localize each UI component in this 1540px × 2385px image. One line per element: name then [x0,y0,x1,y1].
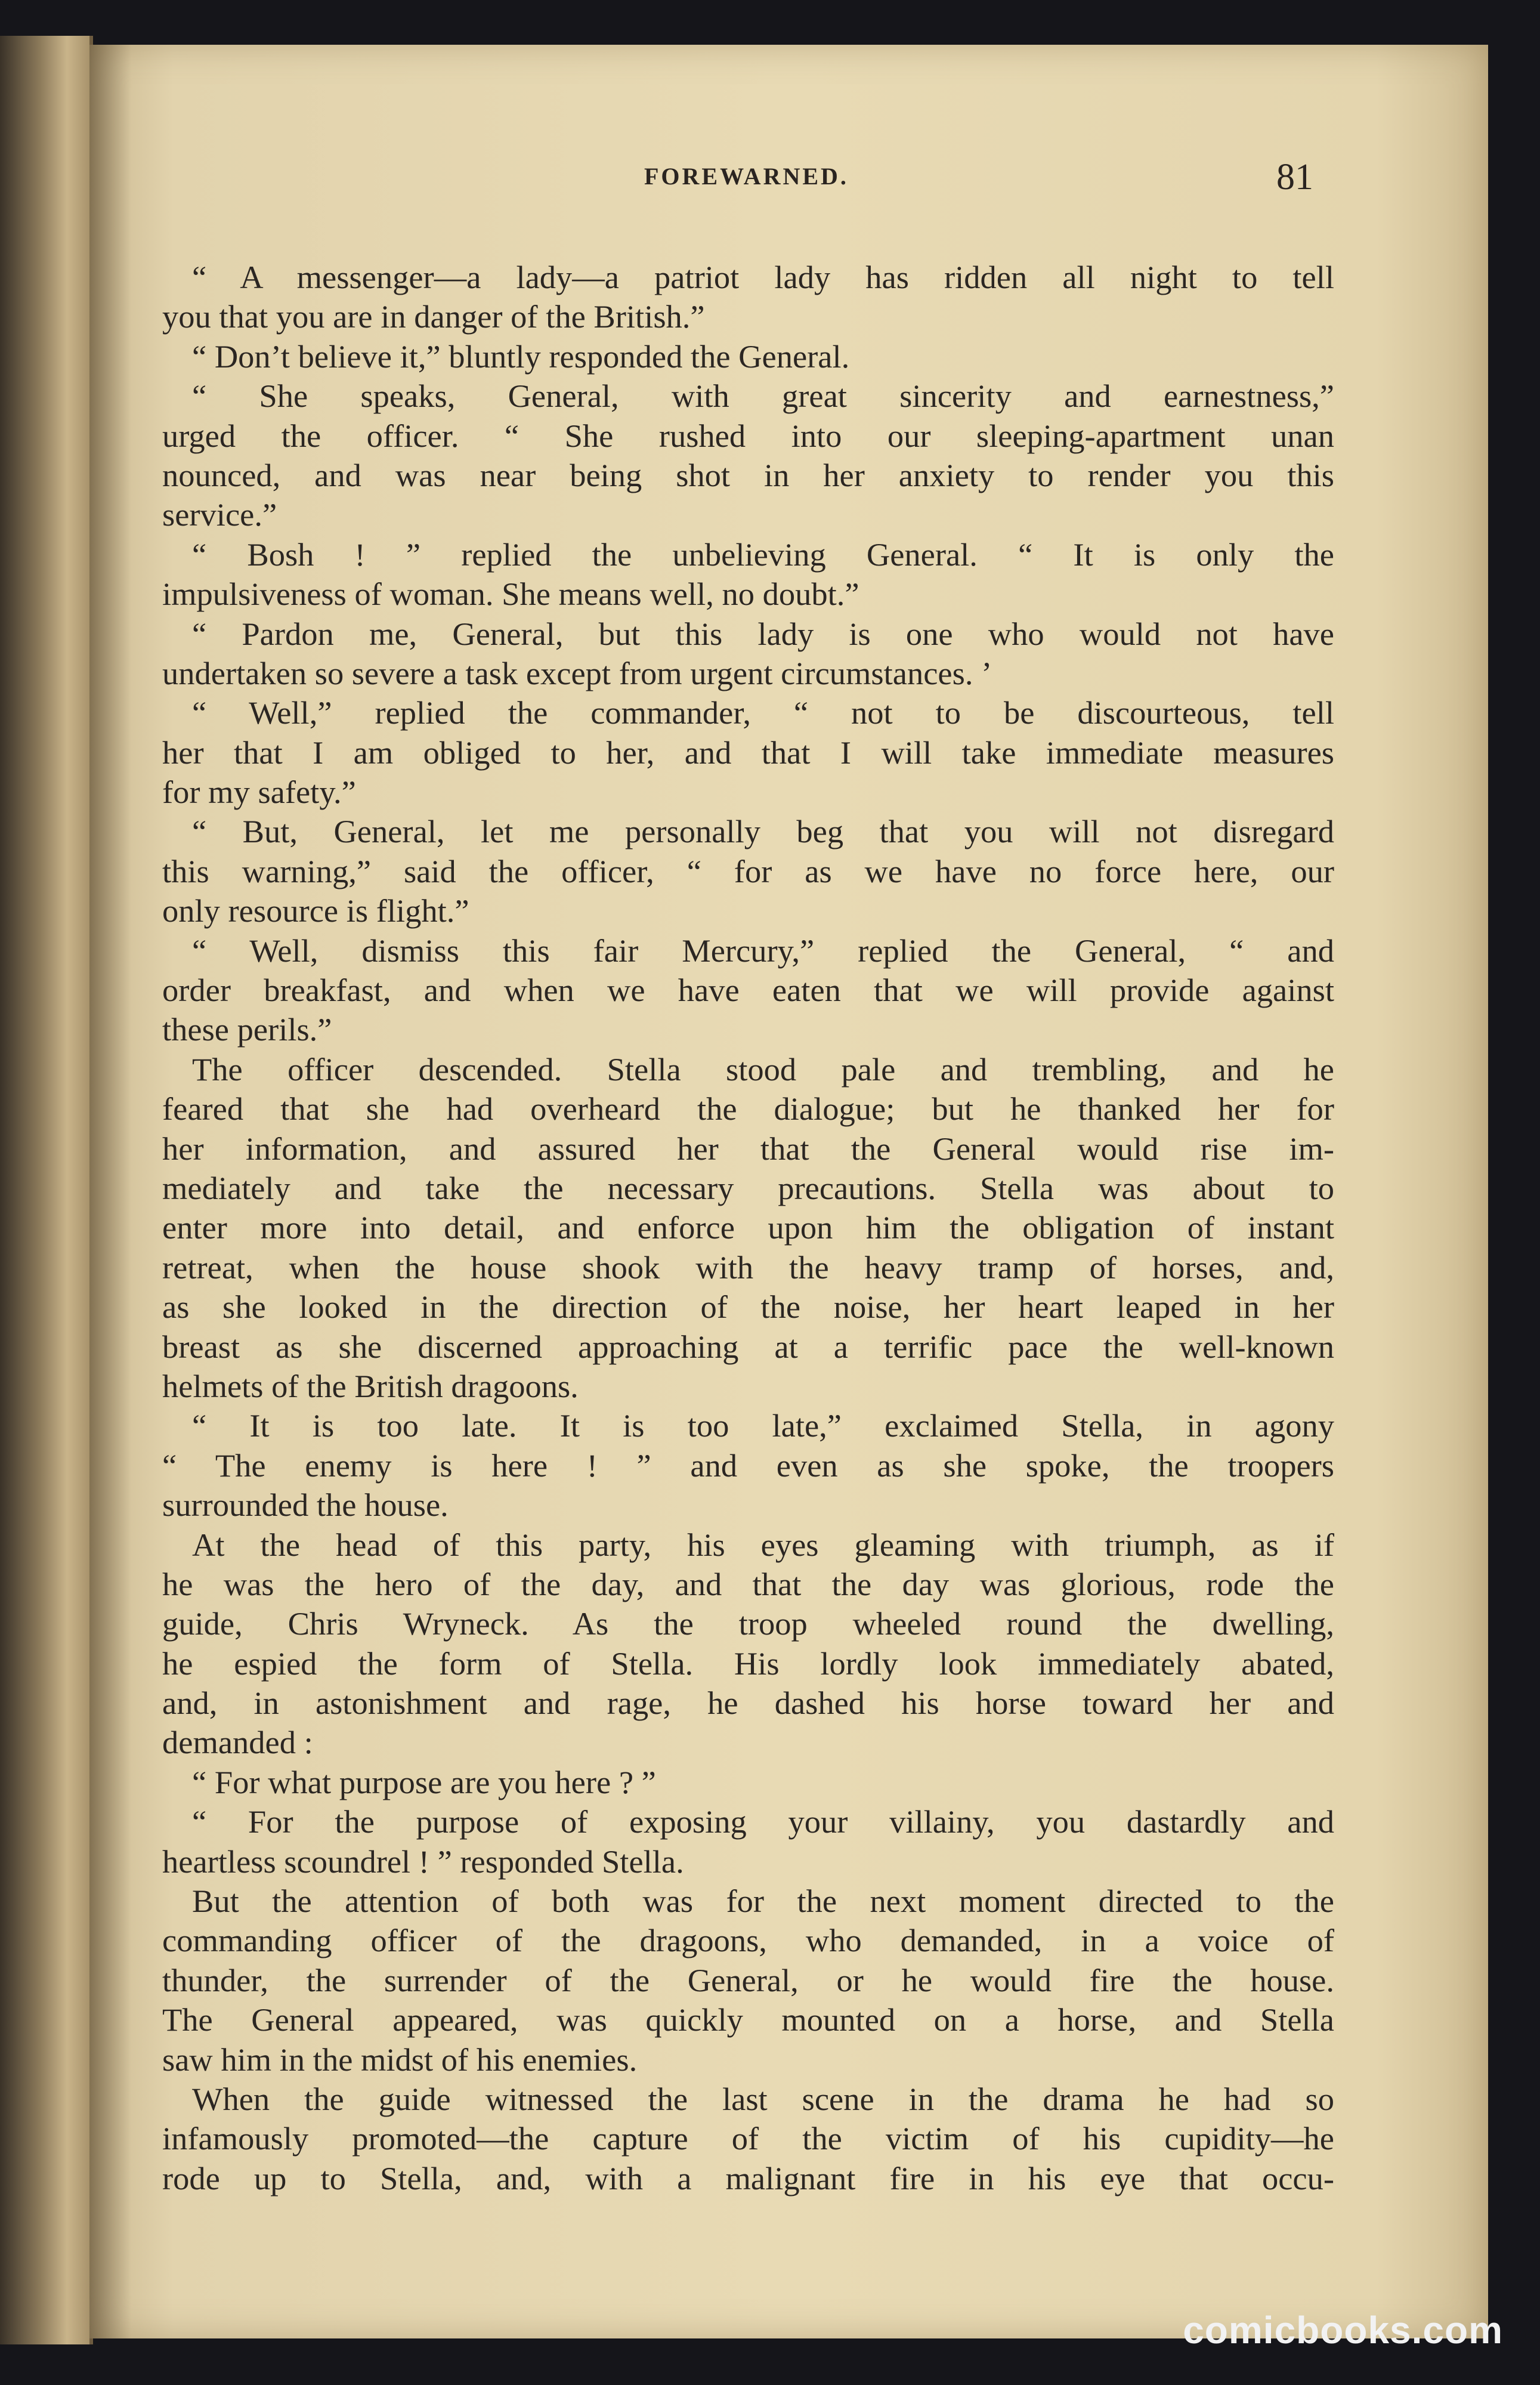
text-line: he was the hero of the day, and that the day was glorious, rode the [162,1565,1334,1602]
body-text [162,258,1334,2198]
text-line: At the head of this party, his eyes gleaming with triumph, as if [192,1526,1334,1563]
text-line: her that I am obliged to her, and that I will take immediate measures [162,734,1334,771]
text-line: undertaken so severe a task except from urgent circumstances. ’ [162,654,992,691]
text-line: her information, and assured her that the General would rise im- [162,1130,1334,1167]
text-line: breast as she discerned approaching at a terrific pace the well-known [162,1328,1334,1365]
text-line: “ For what purpose are you here ? ” [192,1763,656,1800]
text-line: for my safety.” [162,774,356,811]
gutter-shadow [89,45,131,2338]
text-line: saw him in the midst of his enemies. [162,2041,638,2078]
watermark: comicbooks.com [1183,2309,1503,2352]
text-line: guide, Chris Wryneck. As the troop wheeled round the dwelling, [162,1605,1334,1642]
text-line: “ Pardon me, General, but this lady is one who would not have [192,615,1334,652]
text-line: impulsiveness of woman. She means well, no doubt.” [162,576,859,613]
text-line: But the attention of both was for the next moment directed to the [192,1883,1334,1920]
page-number: 81 [1276,157,1313,197]
text-line: “ Well,” replied the commander, “ not to be discourteous, tell [192,694,1334,731]
text-line: demanded : [162,1724,313,1761]
text-line: “ The enemy is here ! ” and even as she spoke, the troopers [162,1447,1334,1484]
text-line: heartless scoundrel ! ” responded Stella. [162,1843,684,1880]
text-line: “ Well, dismiss this fair Mercury,” replied the General, “ and [192,932,1334,969]
text-line: infamously promoted—the capture of the victim of his cupidity—he [162,2120,1334,2157]
text-line: “ Don’t believe it,” bluntly responded the General. [192,338,850,375]
text-line: “ It is too late. It is too late,” exclaimed Stella, in agony [192,1407,1334,1444]
text-line: The General appeared, was quickly mounted on a horse, and Stella [162,2001,1334,2038]
text-line: commanding officer of the dragoons, who demanded, in a voice of [162,1922,1334,1959]
text-line: order breakfast, and when we have eaten that we will provide against [162,972,1334,1009]
text-line: “ Bosh ! ” replied the unbelieving General. “ It is only the [192,536,1334,573]
text-line: “ A messenger—a lady—a patriot lady has ridden all night to tell [192,259,1334,295]
text-line: only resource is flight.” [162,892,469,929]
text-line: urged the officer. “ She rushed into our sleeping-apartment unan [162,417,1334,454]
text-line: these perils.” [162,1011,332,1048]
text-line: as she looked in the direction of the noise, her heart leaped in her [162,1289,1334,1326]
text-line: The officer descended. Stella stood pale and trembling, and he [192,1051,1334,1088]
text-line: “ For the purpose of exposing your villainy, you dastardly and [192,1803,1334,1840]
facing-page-edge [0,36,93,2344]
text-line: nounced, and was near being shot in her anxiety to render you this [162,456,1334,493]
text-line: he espied the form of Stella. His lordly look immediately abated, [162,1645,1334,1682]
text-line: service.” [162,496,277,533]
text-line: you that you are in danger of the British.” [162,298,705,335]
text-line: surrounded the house. [162,1487,449,1524]
running-head: FOREWARNED. [644,163,849,190]
text-line: thunder, the surrender of the General, or he would fire the house. [162,1961,1334,1998]
text-line: rode up to Stella, and, with a malignant fire in his eye that occu- [162,2160,1334,2196]
text-line: enter more into detail, and enforce upon him the obligation of instant [162,1209,1334,1246]
text-line: When the guide witnessed the last scene in the drama he had so [192,2080,1334,2117]
text-line: mediately and take the necessary precautions. Stella was about to [162,1169,1334,1206]
text-line: feared that she had overheard the dialogue; but he thanked her for [162,1090,1334,1127]
text-line: “ But, General, let me personally beg that you will not disregard [192,813,1334,850]
text-line: and, in astonishment and rage, he dashed his horse toward her and [162,1685,1334,1722]
text-line: retreat, when the house shook with the heavy tramp of horses, and, [162,1249,1334,1286]
text-line: this warning,” said the officer, “ for as we have no force here, our [162,852,1334,889]
text-line: helmets of the British dragoons. [162,1367,579,1404]
text-line: “ She speaks, General, with great sincerity and earnestness,” [192,378,1334,415]
